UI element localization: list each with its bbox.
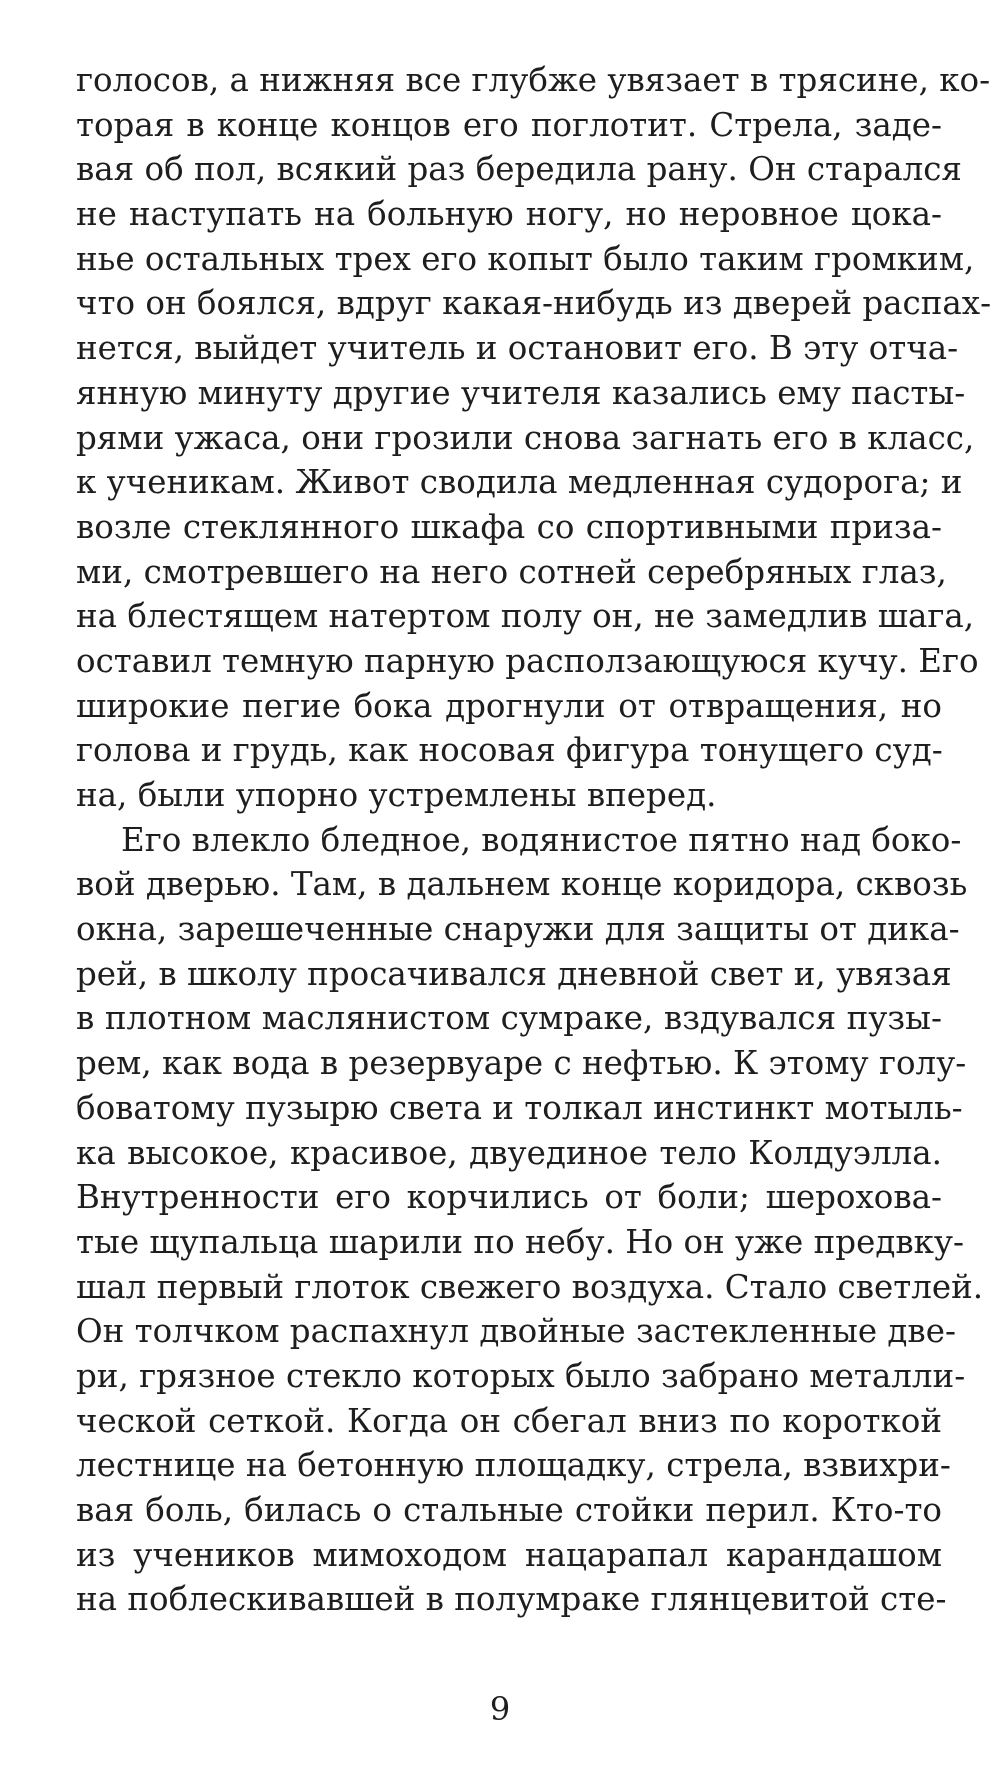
text-line: вая об пол, всякий раз бередила рану. Он старался: [76, 150, 962, 189]
text-line: шал первый глоток свежего воздуха. Стало светлей.: [76, 1267, 984, 1306]
text-line: не наступать на больную ногу, но неровное цока-: [76, 195, 942, 234]
text-line: оставил темную парную расползающуюся кучу. Его: [76, 641, 979, 680]
body-text: [76, 58, 992, 1622]
text-line: боватому пузырю света и толкал инстинкт мотыль-: [76, 1088, 963, 1127]
text-line: янную минуту другие учителя казались ему пасты-: [76, 373, 966, 412]
text-line: вой дверью. Там, в дальнем конце коридора, сквозь: [76, 865, 968, 904]
text-line: голосов, а нижняя все глубже увязает в трясине, ко-: [76, 61, 991, 99]
text-line: широкие пегие бока дрогнули от отвращения, но: [76, 686, 942, 725]
text-line: что он боялся, вдруг какая-нибудь из дверей распах-: [76, 284, 992, 323]
text-line: ми, смотревшего на него сотней серебряных глаз,: [76, 552, 947, 591]
text-line: на, были упорно устремлены вперед.: [76, 776, 717, 814]
text-line: рями ужаса, они грозили снова загнать его в класс,: [76, 418, 975, 457]
text-line: ри, грязное стекло которых было забрано металли-: [76, 1356, 966, 1395]
paragraph-2: [76, 818, 984, 1622]
paragraph-1: [76, 58, 992, 818]
text-line: ка высокое, красивое, двуединое тело Колдуэлла.: [76, 1133, 942, 1172]
text-line: возле стеклянного шкафа со спортивными приза-: [76, 507, 942, 546]
text-line: торая в конце концов его поглотит. Стрела, заде-: [76, 105, 942, 144]
text-line: нется, выйдет учитель и остановит его. В эту отча-: [76, 329, 959, 368]
text-line: голова и грудь, как носовая фигура тонущего суд-: [76, 731, 943, 770]
text-line: на блестящем натертом полу он, не замедлив шага,: [76, 597, 975, 636]
text-line: к ученикам. Живот сводила медленная судорога; и: [76, 463, 963, 502]
text-line: вая боль, билась о стальные стойки перил. Кто-то: [76, 1491, 942, 1529]
text-line: ческой сеткой. Когда он сбегал вниз по короткой: [76, 1401, 942, 1440]
text-line: Он толчком распахнул двойные застекленные две-: [76, 1312, 956, 1351]
text-line: Его влекло бледное, водянистое пятно над боко-: [121, 820, 962, 859]
page-number: 9: [489, 1690, 511, 1728]
text-line: из учеников мимоходом нацарапал карандашом: [76, 1535, 942, 1574]
text-line: нье остальных трех его копыт было таким громким,: [76, 239, 975, 278]
text-line: в плотном маслянистом сумраке, вздувался пузы-: [76, 999, 942, 1038]
text-line: Внутренности его корчились от боли; шерохова-: [76, 1178, 942, 1217]
text-line: лестнице на бетонную площадку, стрела, взвихри-: [76, 1446, 951, 1485]
text-line: рей, в школу просачивался дневной свет и, увязая: [76, 954, 952, 993]
text-line: окна, зарешеченные снаружи для защиты от дика-: [76, 910, 960, 949]
text-line: рем, как вода в резервуаре с нефтью. К этому голу-: [76, 1044, 967, 1083]
text-line: на поблескивавшей в полумраке глянцевитой сте-: [76, 1580, 947, 1619]
text-line: тые щупальца шарили по небу. Но он уже предвку-: [76, 1222, 965, 1261]
